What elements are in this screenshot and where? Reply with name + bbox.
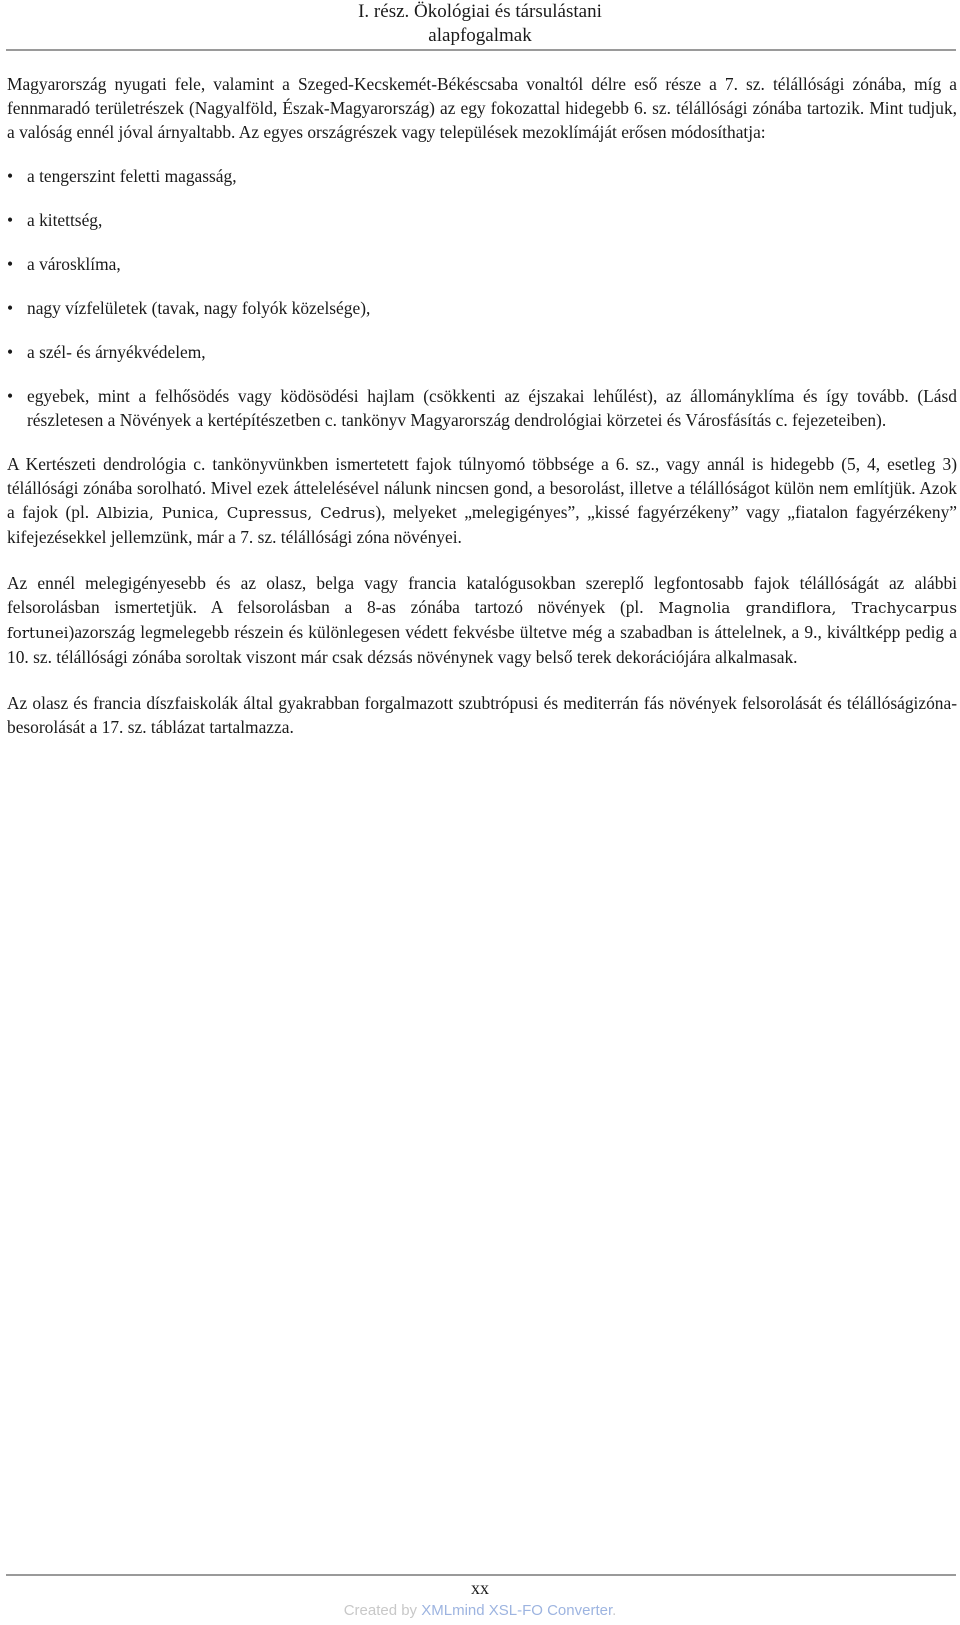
paragraph-text: Az ennél melegigényesebb és az olasz, belga vagy francia katalógusokban szereplő legfontosabb fajok télállóságát az alábbi felsorolásban ismertetjük. A felsorolásban a 8-as zónába tartozó növények (pl. xyxy=(7,573,957,617)
bullet-icon: • xyxy=(7,386,14,406)
dendrology-paragraph xyxy=(7,452,957,549)
hardiness-paragraph xyxy=(7,571,957,669)
list-item xyxy=(7,296,957,320)
bullet-icon: • xyxy=(7,342,14,362)
header-line-1: I. rész. Ökológiai és társulástani xyxy=(358,1,602,22)
list-item-text: egyebek, mint a felhősödés vagy ködösödési hajlam (csökkenti az éjszakai lehűlést), az állományklíma és így tovább. (Lásd részletesen a Növények a kertépítészetben c. tankönyv Magyarország dendrológiai körzetei és Városfásítás c. fejezeteiben). xyxy=(27,386,957,430)
page-body xyxy=(7,72,957,739)
paragraph-text: A Kertészeti dendrológia c. tankönyvünkben ismertetett fajok túlnyomó többsége a 6. sz., vagy annál is hidegebb (5, 4, esetleg 3) télállósági zónába sorolható. Mivel ezek áttelelésével nálunk nincsen gond, a besorolást, illetve a télállóságot külön nem említjük. Azok a fajok (pl. xyxy=(7,454,957,522)
species-names: Magnolia grandiflora, Trachycarpus fortunei xyxy=(7,599,958,642)
header-line-2: alapfogalmak xyxy=(428,25,532,46)
factor-list xyxy=(7,164,957,432)
list-item xyxy=(7,164,957,188)
list-item xyxy=(7,340,957,364)
intro-paragraph: Magyarország nyugati fele, valamint a Szeged-Kecskemét-Békéscsaba vonaltól délre eső része a 7. sz. télállósági zónába, míg a fennmaradó területrészek (Nagyalföld, Észak-Magyarország) az egy fokozattal hidegebb 6. sz. télállósági zónába tartozik. Mint tudjuk, a valóság ennél jóval árnyaltabb. Az egyes országrészek vagy települések mezoklímáját erősen módosíthatja: xyxy=(7,74,957,142)
paragraph-text: )azország legmelegebb részein és különlegesen védett fekvésbe ültetve még a szabadban is áttelelnek, a 9., kiváltképp pedig a 10. sz. télállósági zónába soroltak viszont már csak dézsás növénynek vagy belső terek dekorációjára alkalmasak. xyxy=(7,622,957,667)
list-item-text: a szél- és árnyékvédelem, xyxy=(27,342,206,362)
page-number: xx xyxy=(471,1578,489,1598)
bullet-icon: • xyxy=(7,298,14,318)
credit-suffix: . xyxy=(612,1602,617,1619)
species-names: Albizia, Punica, Cupressus, Cedrus xyxy=(96,504,376,522)
list-item xyxy=(7,208,957,232)
list-item-text: nagy vízfelületek (tavak, nagy folyók közelsége), xyxy=(27,298,371,318)
list-item-text: a kitettség, xyxy=(27,210,103,230)
bullet-icon: • xyxy=(7,254,14,274)
list-item-text: a tengerszint feletti magasság, xyxy=(27,166,237,186)
paragraph-text: ), melyeket „melegigényes”, „kissé fagyérzékeny” vagy „fiatalon fagyérzékeny” kifejezésekkel jellemzünk, már a 7. sz. télállósági zóna növényei. xyxy=(7,502,958,547)
running-header xyxy=(0,0,960,48)
bullet-icon: • xyxy=(7,166,14,186)
nursery-paragraph: Az olasz és francia díszfaiskolák által gyakrabban forgalmazott szubtrópusi és mediterrán fás növények felsorolását és télállóságizóna-besorolását a 17. sz. táblázat tartalmazza. xyxy=(7,693,957,737)
credit-link[interactable]: XMLmind XSL-FO Converter xyxy=(421,1602,613,1619)
list-item xyxy=(7,252,957,276)
list-item-text: a városklíma, xyxy=(27,254,121,274)
credit-prefix: Created by xyxy=(343,1602,422,1619)
header-divider xyxy=(6,49,956,51)
bullet-icon: • xyxy=(7,210,14,230)
list-item xyxy=(7,384,957,432)
generator-credit xyxy=(0,1601,960,1621)
